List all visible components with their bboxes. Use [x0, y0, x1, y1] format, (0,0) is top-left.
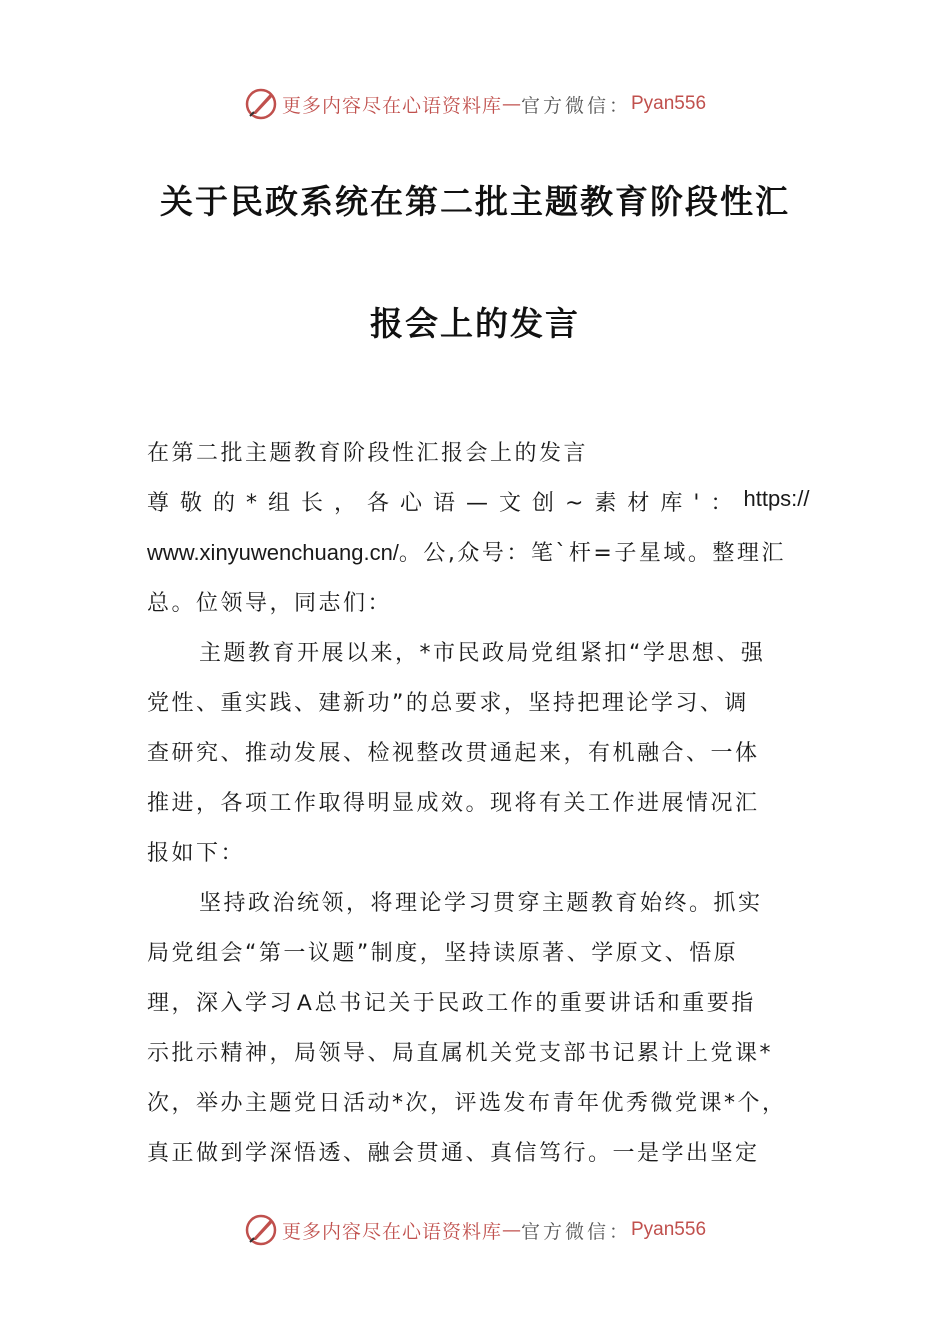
watermark-wechat-label: 官方微信：: [520, 94, 631, 117]
watermark-text: 更多内容尽在心语资料库: [281, 94, 502, 117]
body-line-1: 在第二批主题教育阶段性汇报会上的发言: [147, 441, 589, 466]
document-title-line-1: 关于民政系统在第二批主题教育阶段性汇: [160, 182, 790, 221]
body-line-14: 次，举办主题党日活动*次，评选发布青年优秀微党课*个，: [147, 1091, 787, 1116]
body-line-12-end: 总书记关于民政工作的重要讲话和重要指: [314, 991, 756, 1016]
body-line-15: 真正做到学深悟透、融会贯通、真信笃行。一是学出坚定: [147, 1141, 760, 1166]
watermark-header: [0, 84, 950, 124]
watermark-wechat-id: Pyan556: [631, 93, 707, 114]
body-line-12: [147, 986, 807, 1017]
watermark-separator: —: [501, 93, 521, 115]
url-prefix: https://: [743, 486, 810, 511]
body-line-8: 推进，各项工作取得明显成效。现将有关工作进展情况汇: [147, 791, 760, 816]
body-line-13: 示批示精神，局领导、局直属机关党支部书记累计上党课*: [147, 1041, 774, 1066]
watermark-footer: [0, 1210, 950, 1250]
public-account-text: 。公,众号：笔`杆=子星域。整理汇: [398, 541, 786, 566]
body-line-3: [147, 536, 807, 567]
body-line-12-start: 理，深入学习: [147, 991, 295, 1016]
document-title-line-2: 报会上的发言: [370, 304, 580, 343]
body-line-6: 党性、重实践、建新功”的总要求，坚持把理论学习、调: [147, 691, 749, 716]
watermark-separator: —: [501, 1219, 521, 1241]
body-line-7: 查研究、推动发展、检视整改贯通起来，有机融合、一体: [147, 741, 760, 766]
body-line-5: 主题教育开展以来，*市民政局党组紧扣“学思想、强: [199, 641, 766, 666]
watermark-text: 更多内容尽在心语资料库: [281, 1220, 502, 1243]
body-line-9: 报如下：: [147, 841, 246, 866]
website-url: www.xinyuwenchuang.cn/: [147, 540, 399, 565]
salutation-text: 尊敬的*组长，各心语—文创~素材库'：: [147, 491, 744, 516]
watermark-wechat-label: 官方微信：: [520, 1220, 631, 1243]
body-line-10: 坚持政治统领，将理论学习贯穿主题教育始终。抓实: [199, 891, 763, 916]
body-line-11: 局党组会“第一议题”制度，坚持读原著、学原文、悟原: [147, 941, 739, 966]
body-line-4: 总。位领导，同志们：: [147, 591, 393, 616]
quill-logo-icon: [244, 1213, 278, 1247]
body-line-12-letter: A: [297, 990, 312, 1015]
body-line-2: [147, 486, 809, 517]
quill-logo-icon: [244, 87, 278, 121]
watermark-wechat-id: Pyan556: [631, 1219, 707, 1240]
